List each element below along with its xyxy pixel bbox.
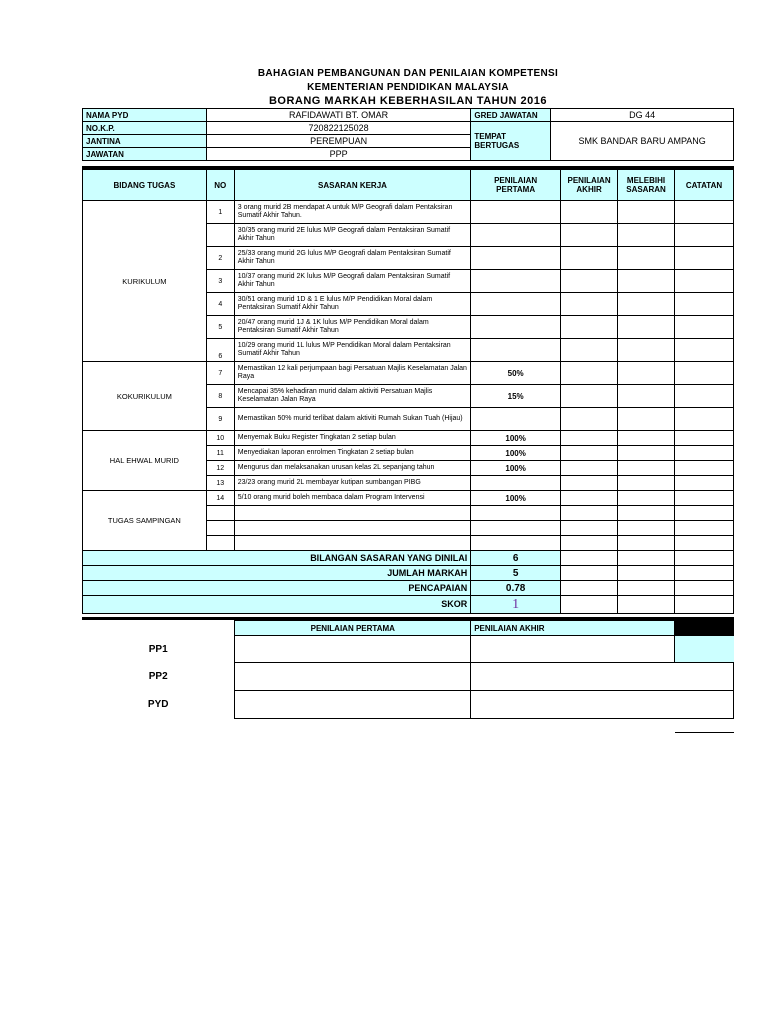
row-pertama: 100%: [471, 446, 561, 461]
pp2-label: PP2: [148, 671, 168, 682]
pyd-label: PYD: [147, 699, 169, 710]
row-no: 1: [206, 201, 234, 224]
pencapaian-value: 0.78: [471, 581, 561, 596]
row-text: 10/29 orang murid 1L lulus M/P Pendidikan Moral dalam Pentaksiran Sumatif Akhir Tahun: [234, 339, 470, 362]
row-pertama: 100%: [471, 431, 561, 446]
table-row: [83, 431, 734, 446]
row-pertama: [471, 316, 561, 339]
row-pertama: [471, 270, 561, 293]
skor-value: 1: [471, 596, 561, 614]
row-text: Mencapai 35% kehadiran murid dalam aktiviti Persatuan Majlis Keselamatan Jalan Raya: [234, 385, 470, 408]
table-row: [83, 362, 734, 385]
row-no: 9: [206, 408, 234, 431]
row-no: 8: [206, 385, 234, 408]
info-table: [82, 108, 734, 161]
pp2-pertama-field[interactable]: [235, 663, 471, 691]
row-text: Memastikan 50% murid terlibat dalam aktiviti Rumah Sukan Tuah (Hijau): [234, 408, 470, 431]
form-title: BORANG MARKAH KEBERHASILAN TAHUN 2016: [268, 95, 548, 107]
row-text: 25/33 orang murid 2G lulus M/P Geografi dalam Pentaksiran Sumatif Akhir Tahun: [234, 247, 470, 270]
gred-value: DG 44: [551, 109, 734, 122]
skor-label: SKOR: [83, 596, 471, 614]
table-row: [83, 201, 734, 224]
row-no: 14: [206, 491, 234, 506]
bilangan-label: BILANGAN SASARAN YANG DINILAI: [83, 551, 471, 566]
section-hal-ehwal: HAL EHWAL MURID: [83, 431, 207, 491]
summary-row: [83, 551, 734, 566]
row-no: [206, 224, 234, 247]
row-no: 12: [206, 461, 234, 476]
row-pertama: [471, 247, 561, 270]
row-pertama: [471, 408, 561, 431]
row-no: 5: [206, 316, 234, 339]
section-tugas-sampingan: TUGAS SAMPINGAN: [83, 491, 207, 551]
bilangan-value: 6: [471, 551, 561, 566]
pp2-akhir-field[interactable]: [471, 663, 734, 691]
row-text: Memastikan 12 kali perjumpaan bagi Persatuan Majlis Keselamatan Jalan Raya: [234, 362, 470, 385]
tempat-value: SMK BANDAR BARU AMPANG: [551, 122, 734, 161]
row-pertama: 100%: [471, 461, 561, 476]
row-no: 3: [206, 270, 234, 293]
pp1-label: PP1: [148, 643, 168, 655]
nokp-label: NO.K.P.: [83, 122, 207, 135]
row-pertama: [471, 476, 561, 491]
row-text: 23/23 orang murid 2L membayar kutipan sumbangan PIBG: [234, 476, 470, 491]
sig-col-akhir: PENILAIAN AKHIR: [471, 621, 675, 636]
row-pertama: [471, 339, 561, 362]
row-text: 20/47 orang murid 1J & 1K lulus M/P Pendidikan Moral dalam Pentaksiran Sumatif Akhir Tahun: [234, 316, 470, 339]
summary-row: [83, 566, 734, 581]
row-no: 6: [206, 339, 234, 362]
row-pertama: [471, 293, 561, 316]
row-no: 13: [206, 476, 234, 491]
row-no: 4: [206, 293, 234, 316]
row-no: 10: [206, 431, 234, 446]
row-text: Mengurus dan melaksanakan urusan kelas 2L sepanjang tahun: [234, 461, 470, 476]
col-pertama: PENILAIAN PERTAMA: [471, 170, 561, 201]
row-text: 30/35 orang murid 2E lulus M/P Geografi dalam Pentaksiran Sumatif Akhir Tahun: [234, 224, 470, 247]
row-text: 3 orang murid 2B mendapat A untuk M/P Geografi dalam Pentaksiran Sumatif Akhir Tahun.: [234, 201, 470, 224]
col-catatan: CATATAN: [675, 170, 734, 201]
pencapaian-label: PENCAPAIAN: [83, 581, 471, 596]
section-kurikulum: KURIKULUM: [83, 201, 207, 362]
jumlah-value: 5: [471, 566, 561, 581]
row-pertama: 100%: [471, 491, 561, 506]
summary-row: [83, 581, 734, 596]
row-text: Menyediakan laporan enrolmen Tingkatan 2 setiap bulan: [234, 446, 470, 461]
col-akhir: PENILAIAN AKHIR: [561, 170, 618, 201]
row-no: 7: [206, 362, 234, 385]
pyd-akhir-field[interactable]: [471, 691, 734, 719]
pp1-pertama-field[interactable]: [235, 636, 471, 663]
row-text: 10/37 orang murid 2K lulus M/P Geografi dalam Pentaksiran Sumatif Akhir Tahun: [234, 270, 470, 293]
sig-col-pertama: PENILAIAN PERTAMA: [235, 621, 471, 636]
header-line-1: BAHAGIAN PEMBANGUNAN DAN PENILAIAN KOMPETENSI: [257, 68, 559, 79]
jantina-value: PEREMPUAN: [206, 135, 471, 148]
col-no: NO: [206, 170, 234, 201]
pyd-pertama-field[interactable]: [235, 691, 471, 719]
jantina-label: JANTINA: [83, 135, 207, 148]
row-no: 11: [206, 446, 234, 461]
target-table: [82, 169, 734, 614]
row-no: 2: [206, 247, 234, 270]
pp1-akhir-field[interactable]: [471, 636, 675, 663]
jawatan-value: PPP: [206, 148, 471, 161]
row-pertama: 50%: [471, 362, 561, 385]
header-line-2: KEMENTERIAN PENDIDIKAN MALAYSIA: [307, 82, 509, 93]
col-sasaran: SASARAN KERJA: [234, 170, 470, 201]
nama-value: RAFIDAWATI BT. OMAR: [206, 109, 471, 122]
nokp-value: 720822125028: [206, 122, 471, 135]
tempat-label: TEMPAT BERTUGAS: [471, 122, 551, 161]
table-row: [83, 491, 734, 506]
col-bidang: BIDANG TUGAS: [83, 170, 207, 201]
row-text: Menyemak Buku Register Tingkatan 2 setiap bulan: [234, 431, 470, 446]
nama-label: NAMA PYD: [83, 109, 207, 122]
row-text: 5/10 orang murid boleh membaca dalam Program Intervensi: [234, 491, 470, 506]
jumlah-label: JUMLAH MARKAH: [83, 566, 471, 581]
signature-table: [82, 620, 734, 733]
col-melebihi: MELEBIHI SASARAN: [618, 170, 675, 201]
row-pertama: [471, 224, 561, 247]
row-pertama: 15%: [471, 385, 561, 408]
row-text: 30/51 orang murid 1D & 1 E lulus M/P Pendidikan Moral dalam Pentaksiran Sumatif Akhir Tahun: [234, 293, 470, 316]
section-kokurikulum: KOKURIKULUM: [83, 362, 207, 431]
jawatan-label: JAWATAN: [83, 148, 207, 161]
summary-row: [83, 596, 734, 614]
row-pertama: [471, 201, 561, 224]
gred-label: GRED JAWATAN: [471, 109, 551, 122]
